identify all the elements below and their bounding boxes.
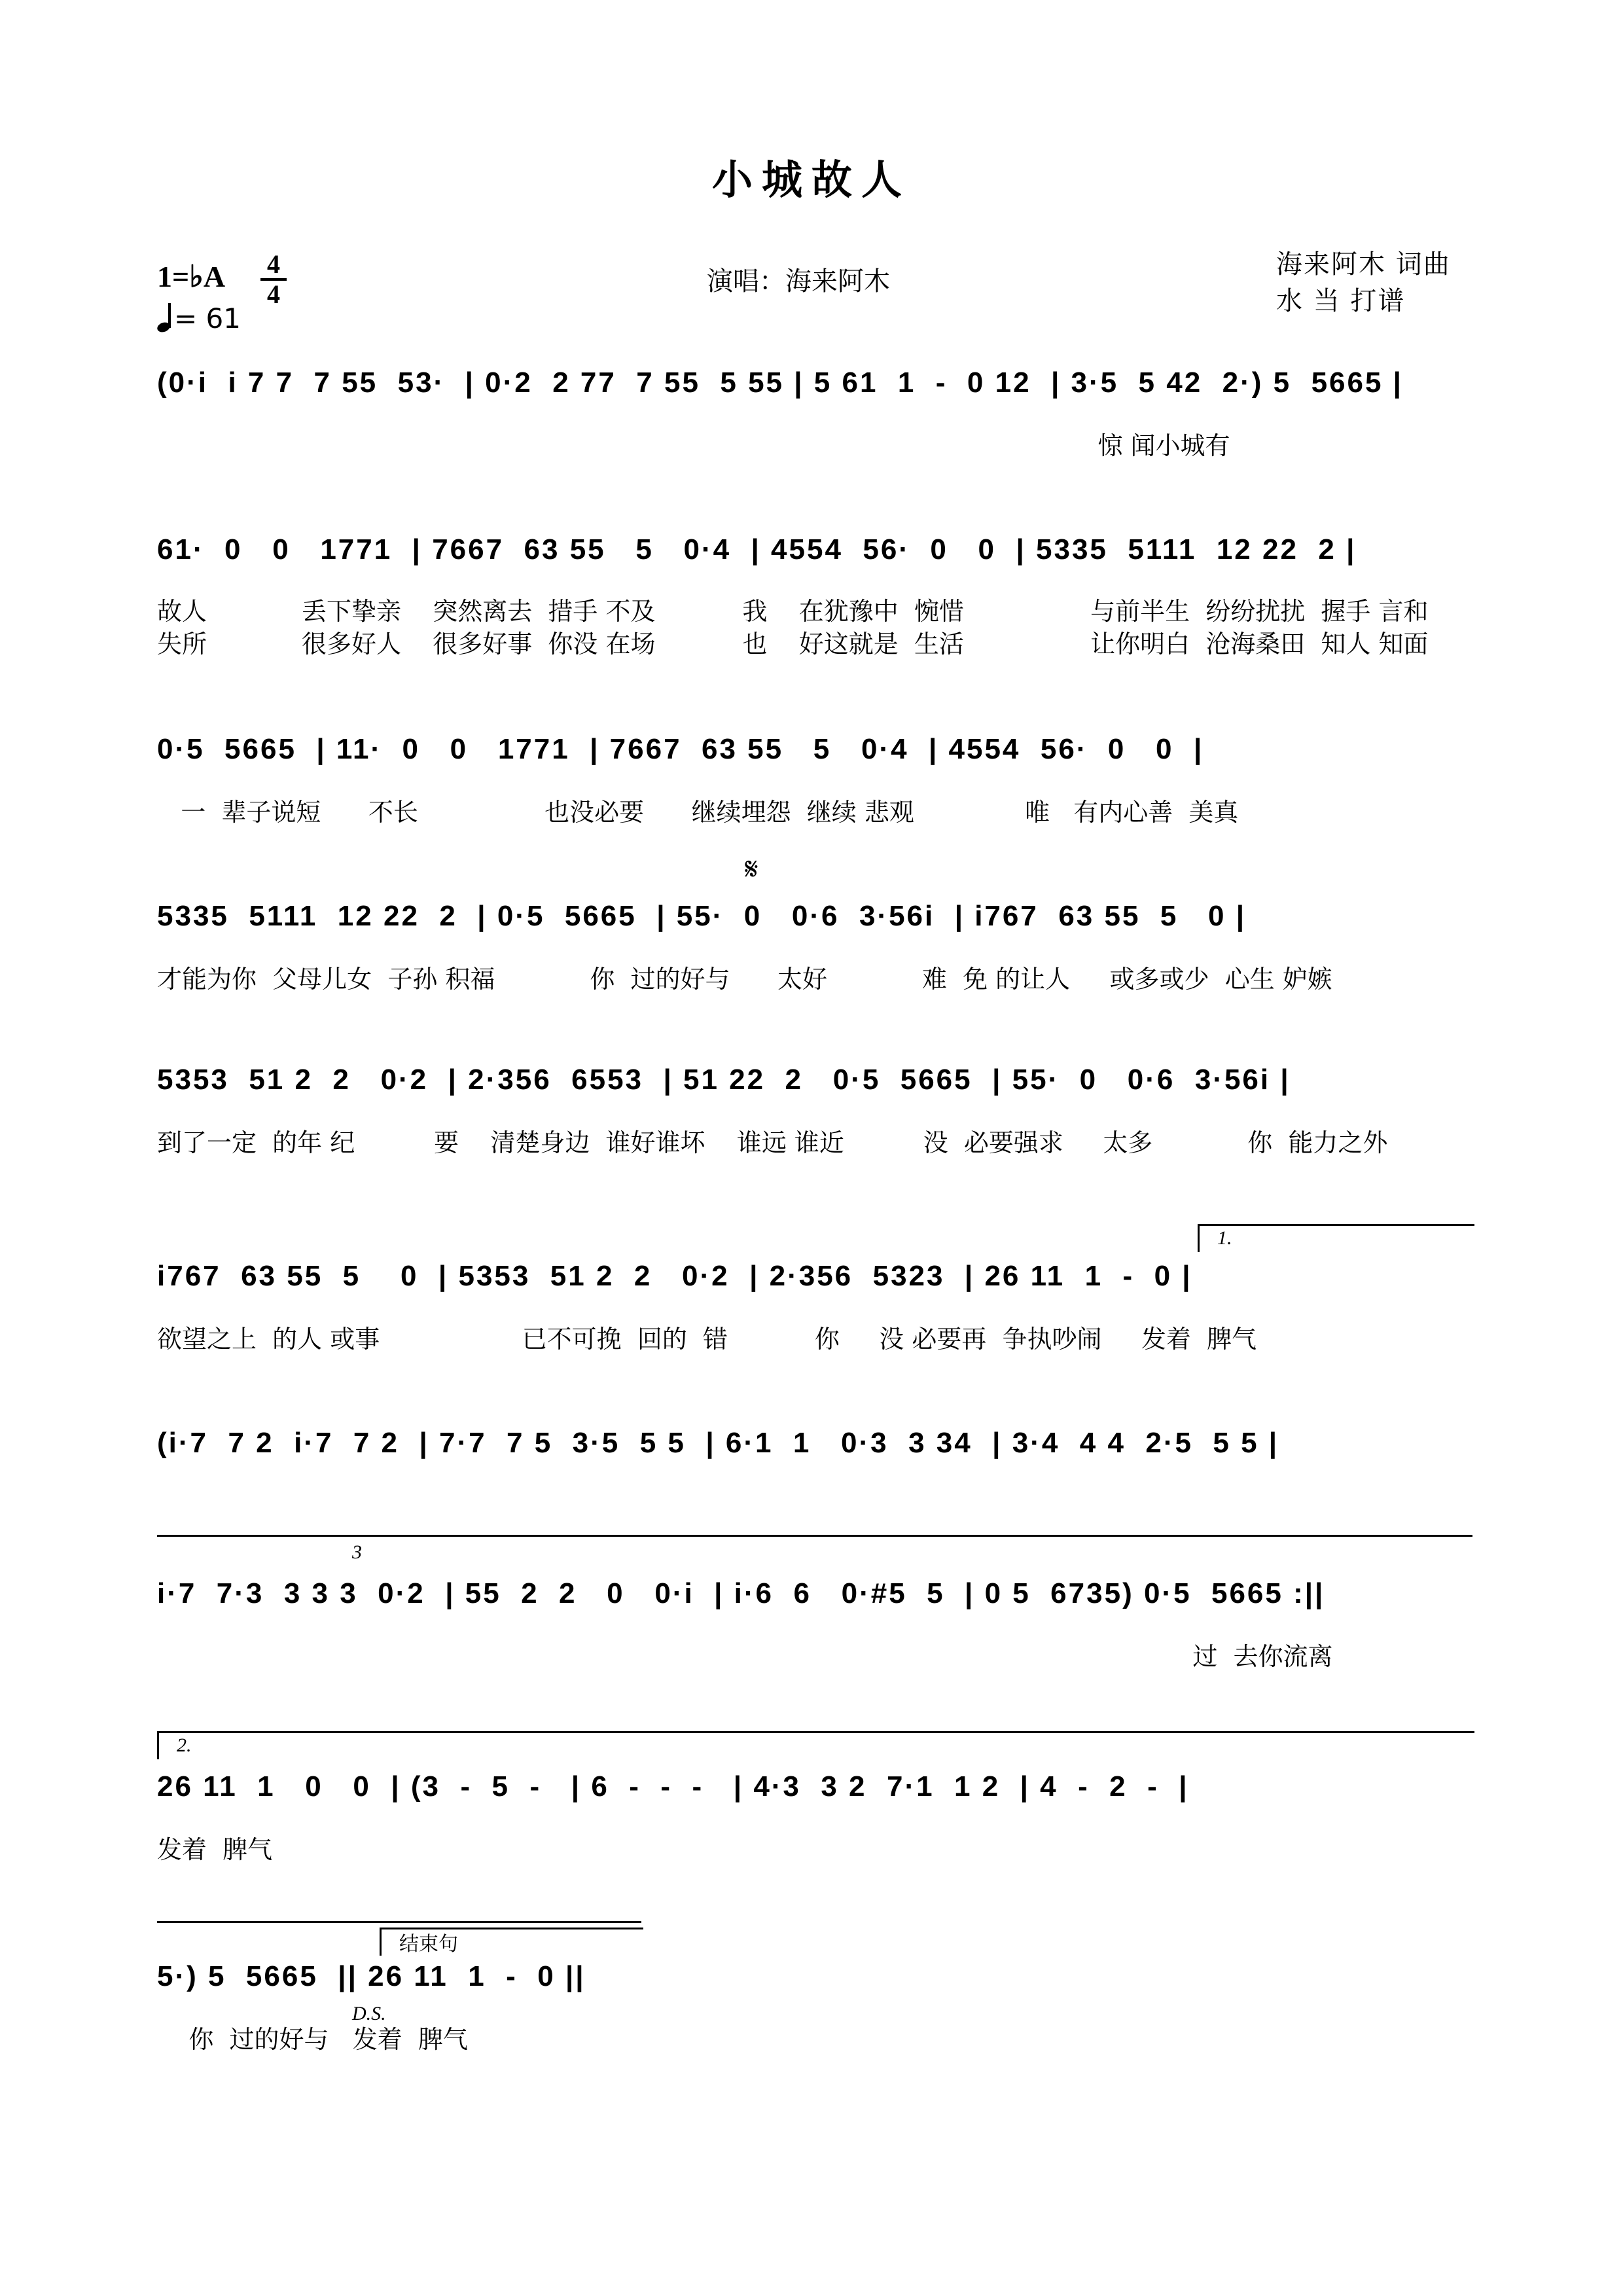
volta-1-bracket xyxy=(1198,1224,1474,1252)
notes-line-4: 5335 5111 12 22 2 | 0·5 5665 | 55· 0 0·6 3·56i | i767 63 55 5 0 | xyxy=(157,900,1247,932)
time-signature xyxy=(260,249,287,309)
lyric-line-8-verse-1: 过 去你流离 xyxy=(157,1642,1333,1671)
notes-line-5: 5353 51 2 2 0·2 | 2·356 6553 | 51 22 2 0·5 5665 | 55· 0 0·6 3·56i | xyxy=(157,1064,1291,1096)
volta-1-label: 1. xyxy=(1217,1227,1232,1249)
ending-label: 结束句 xyxy=(399,1933,458,1956)
lyric-line-10-verse-1: 你 过的好与 发着 脾气 xyxy=(157,2025,468,2054)
volta-2-label: 2. xyxy=(177,1734,192,1756)
notes-line-6: i767 63 55 5 0 | 5353 51 2 2 0·2 | 2·356 5323 | 26 11 1 - 0 | xyxy=(157,1260,1192,1292)
time-signature-top: 4 xyxy=(267,249,280,279)
transcriber-credit: 水 当 打谱 xyxy=(1276,286,1406,316)
lyric-line-4-verse-1: 才能为你 父母儿女 子孙 积福 你 过的好与 太好 难 免 的让人 或多或少 心生 妒嫉 xyxy=(157,965,1332,994)
lyric-line-3-verse-1: 一 辈子说短 不长 也没必要 继续埋怨 继续 悲观 唯 有内心善 美真 xyxy=(157,798,1239,827)
notes-line-2: 61· 0 0 1771 | 7667 63 55 5 0·4 | 4554 56· 0 0 | 5335 5111 12 22 2 | xyxy=(157,533,1357,565)
lyric-line-5-verse-1: 到了一定 的年 纪 要 清楚身边 谁好谁坏 谁远 谁近 没 必要强求 太多 你 能力之外 xyxy=(157,1128,1388,1157)
quarter-note-icon xyxy=(157,304,174,332)
lyric-line-9-verse-1: 发着 脾气 xyxy=(157,1835,273,1864)
notes-line-10: 5·) 5 5665 || 26 11 1 - 0 || xyxy=(157,1960,586,1992)
notes-line-3: 0·5 5665 | 11· 0 0 1771 | 7667 63 55 5 0·4 | 4554 56· 0 0 | xyxy=(157,733,1204,765)
notes-line-8: i·7 7·3 3 3 3 0·2 | 55 2 2 0 0·i | i·6 6 0·#5 5 | 0 5 6735) 0·5 5665 :|| xyxy=(157,1577,1325,1609)
volta-2-bracket xyxy=(157,1731,1474,1759)
performer-credit: 演唱：海来阿木 xyxy=(707,266,890,296)
volta-2-continuation xyxy=(157,1921,641,1923)
lyric-line-6-verse-1: 欲望之上 的人 或事 已不可挽 回的 错 你 没 必要再 争执吵闹 发着 脾气 xyxy=(157,1325,1257,1354)
tempo-marking xyxy=(157,302,241,334)
volta-1-continuation xyxy=(157,1535,1472,1537)
lyricist-composer-credit: 海来阿木 词曲 xyxy=(1276,249,1451,279)
notes-line-1: (0·i i 7 7 7 55 53· | 0·2 2 77 7 55 5 55 | 5 61 1 - 0 12 | 3·5 5 42 2·) 5 5665 | xyxy=(157,367,1403,399)
lyric-line-2-verse-2: 失所 很多好人 很多好事 你没 在场 也 好这就是 生活 让你明白 沧海桑田 知人 知面 xyxy=(157,630,1429,658)
segno-icon: 𝄋 xyxy=(745,851,758,888)
dal-segno-mark: D.S. xyxy=(352,2003,386,2024)
song-title: 小城故人 xyxy=(711,156,911,204)
lyric-line-1-verse-1: 惊 闻小城有 xyxy=(157,431,1230,460)
notes-line-9: 26 11 1 0 0 | (3 - 5 - | 6 - - - | 4·3 3 2 7·1 1 2 | 4 - 2 - | xyxy=(157,1770,1189,1803)
key-signature: 1=♭A xyxy=(157,260,226,293)
notes-line-7: (i·7 7 2 i·7 7 2 | 7·7 7 5 3·5 5 5 | 6·1 1 0·3 3 34 | 3·4 4 4 2·5 5 5 | xyxy=(157,1427,1279,1459)
time-signature-bottom: 4 xyxy=(267,279,280,309)
triplet-mark: 3 xyxy=(352,1541,362,1563)
lyric-line-2-verse-1: 故人 丢下挚亲 突然离去 措手 不及 我 在犹豫中 惋惜 与前半生 纷纷扰扰 握手 言和 xyxy=(157,597,1429,626)
tempo-value: = 61 xyxy=(174,302,241,334)
